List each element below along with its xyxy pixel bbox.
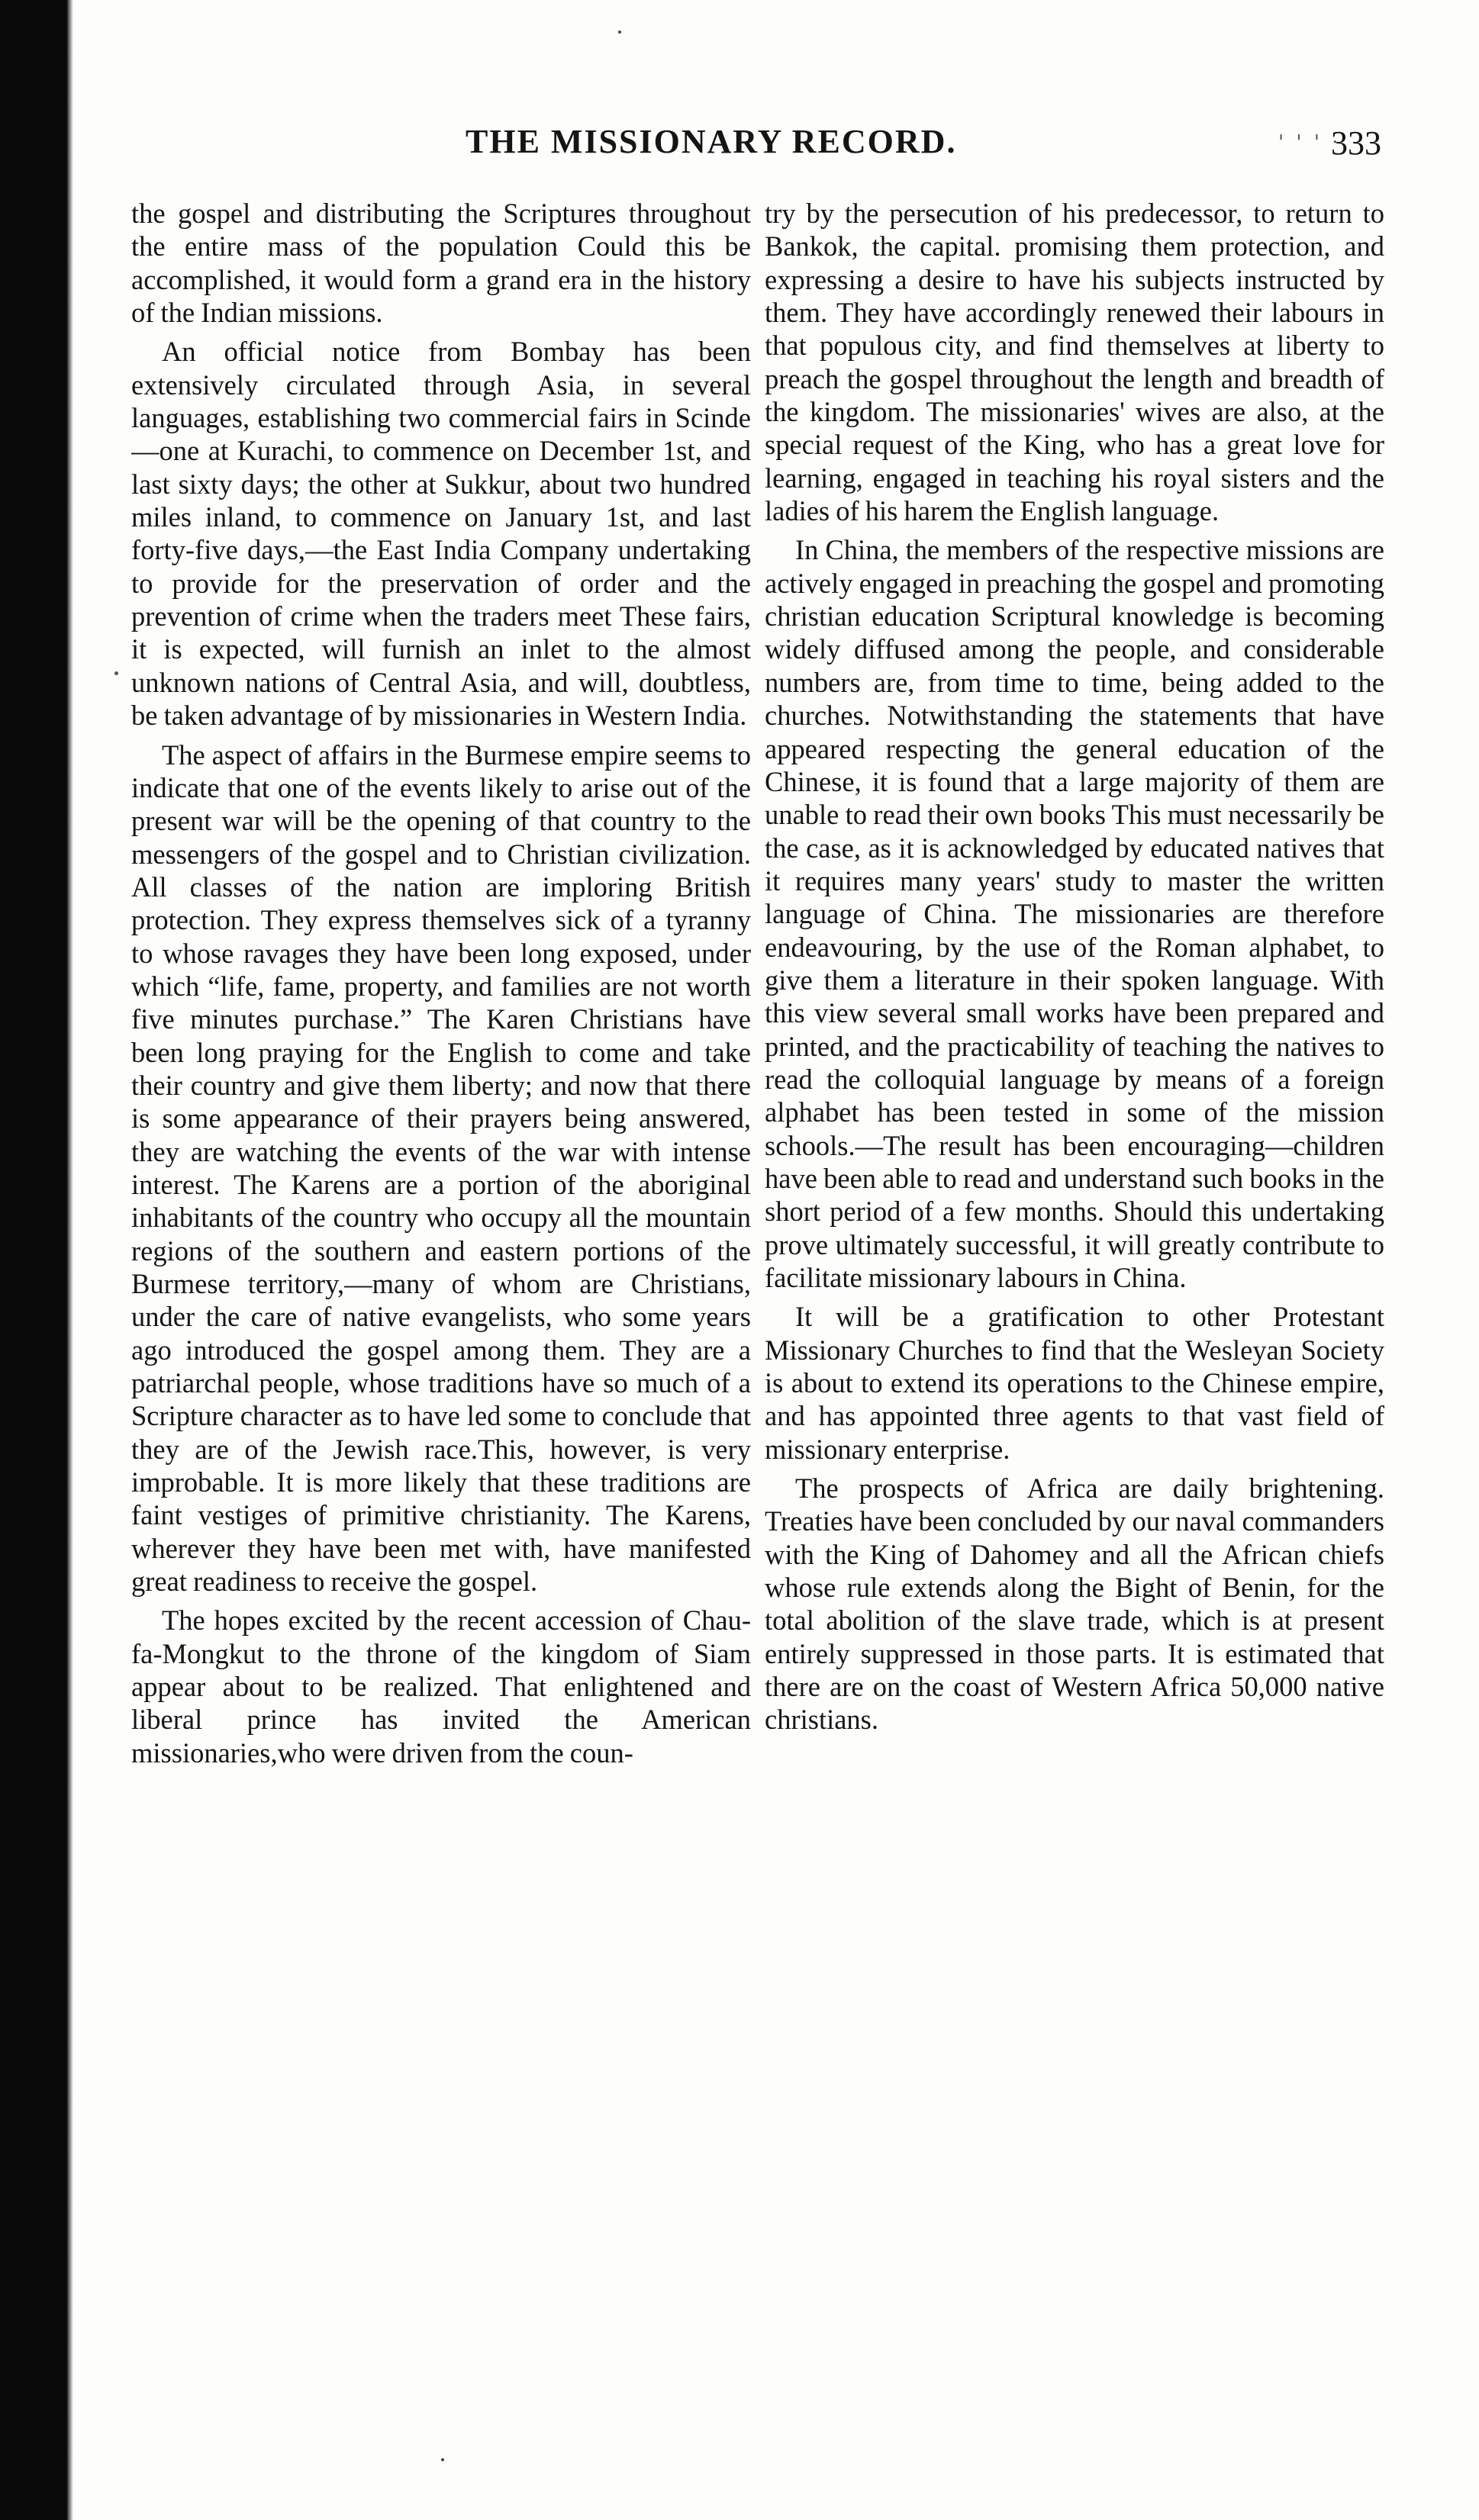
paragraph: An official notice from Bombay has been extensively circulated through Asia, in several languages, establishing two commercial fairs in Scinde—one at Kurachi, to commence on December 1st, and last sixty days; the other at Sukkur, about two hundred miles inland, to commence on January 1st, and last forty-five days,—the East India Company undertaking to provide for the preservation of order and the prevention of crime when the traders meet These fairs, it is expected, will furnish an inlet to the almost unknown nations of Central Asia, and will, doubtless, be taken advantage of by missionaries in Western India. <box>131 336 751 732</box>
paragraph: The prospects of Africa are daily brightening. Treaties have been concluded by our naval commanders with the King of Dahomey and all the African chiefs whose rule extends along the Bight of Benin, for the total abolition of the slave trade, which is at present entirely suppressed in those parts. It is estimated that there are on the coast of Western Africa 50,000 native christians. <box>765 1472 1384 1736</box>
binding-edge <box>67 0 73 2520</box>
ink-speck <box>441 2458 444 2461</box>
ink-speck <box>618 31 621 34</box>
paragraph: In China, the members of the respective missions are actively engaged in preaching the gospel and promoting christian education Scriptural knowledge is becoming widely diffused among the people, and considerable numbers are, from time to time, being added to the churches. Notwithstanding the statements that have appeared respecting the general education of the Chinese, it is found that a large majority of them are unable to read their own books This must necessarily be the case, as it is acknowledged by educated natives that it requires many years' study to master the written language of China. The missionaries are therefore endeavouring, by the use of the Roman alphabet, to give them a literature in their spoken language. With this view several small works have been prepared and printed, and the practicability of teaching the natives to read the colloquial language by means of a foreign alphabet has been tested in some of the mission schools.—The result has been encouraging—children have been able to read and understand such books in the short period of a few months. Should this undertaking prove ultimately successful, it will greatly contribute to facilitate missionary labours in China. <box>765 534 1384 1293</box>
paragraph: try by the persecution of his predecessor, to return to Bankok, the capital. promising them protection, and expressing a desire to have his subjects instructed by them. They have accordingly renewed their labours in that populous city, and find themselves at liberty to preach the gospel throughout the length and breadth of the kingdom. The missionaries' wives are also, at the special request of the King, who has a great love for learning, engaged in teaching his royal sisters and the ladies of his harem the English language. <box>765 198 1384 527</box>
page-number: 333 <box>1331 124 1381 162</box>
journal-title: THE MISSIONARY RECORD. <box>466 123 957 160</box>
paragraph: the gospel and distributing the Scriptures throughout the entire mass of the population Could this be accomplished, it would form a grand era in the history of the Indian missions. <box>131 198 751 329</box>
header-mark: ' ' ' · <box>1278 131 1342 154</box>
paragraph: The aspect of affairs in the Burmese empire seems to indicate that one of the events likely to arise out of the present war will be the opening of that country to the messengers of the gospel and to Christian civilization. All classes of the nation are imploring British protection. They express themselves sick of a tyranny to whose ravages they have been long exposed, under which “life, fame, property, and families are not worth five minutes purchase.” The Karen Christians have been long praying for the English to come and take their country and give them liberty; and now that there is some appearance of their prayers being answered, they are watching the events of the war with intense interest. The Karens are a portion of the aboriginal inhabitants of the country who occupy all the mountain regions of the southern and eastern portions of the Burmese territory,—many of whom are Christians, under the care of native evangelists, who some years ago introduced the gospel among them. They are a patriarchal people, whose traditions have so much of a Scripture character as to have led some to conclude that they are of the Jewish race.This, however, is very improbable. It is more likely that these traditions are faint vestiges of primitive christianity. The Karens, wherever they have been met with, have manifested great readiness to receive the gospel. <box>131 739 751 1598</box>
ink-speck <box>114 671 118 675</box>
left-column <box>131 197 751 2455</box>
book-binding-shadow <box>0 0 67 2520</box>
running-head <box>130 122 1381 175</box>
paragraph: The hopes excited by the recent accession of Chau-fa-Mongkut to the throne of the kingdom of Siam appear about to be realized. That enlightened and liberal prince has invited the American missionaries,who were driven from the coun- <box>131 1604 751 1769</box>
paragraph: It will be a gratification to other Protestant Missionary Churches to find that the Wesleyan Society is about to extend its operations to the Chinese empire, and has appointed three agents to that vast field of missionary enterprise. <box>765 1301 1384 1465</box>
right-column <box>765 197 1384 2455</box>
